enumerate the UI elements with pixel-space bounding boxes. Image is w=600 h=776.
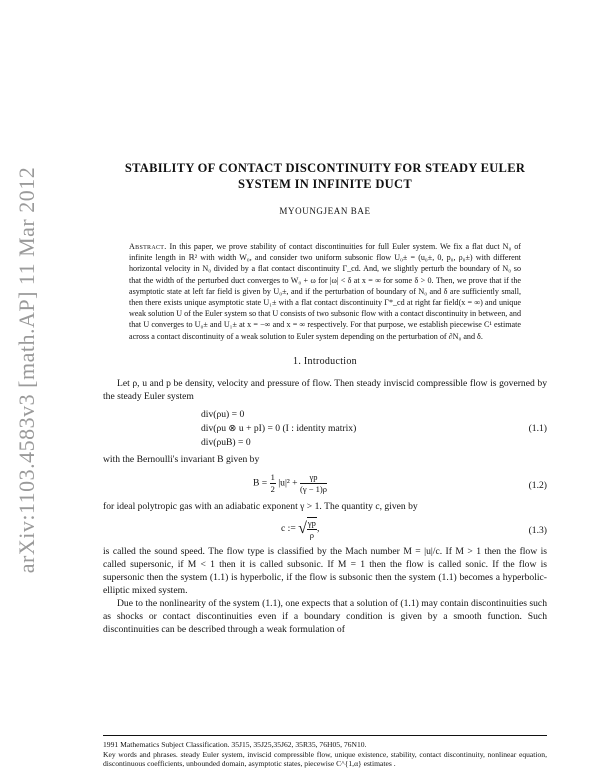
eq1-row-1: div(ρu) = 0: [201, 408, 245, 420]
eq2-f2-num: γp: [300, 472, 327, 484]
paragraph-1: Let ρ, u and p be density, velocity and pressure of flow. Then steady inviscid compressible flow is governed by the steady Euler system: [103, 377, 547, 402]
paragraph-2: with the Bernoulli's invariant B given by: [103, 453, 260, 465]
abstract-text: In this paper, we prove stability of contact discontinuities for full Euler system. We fix a flat duct N₀ of infinite length in ℝ² with width W₀, and consider two uniform subsonic flow U₀± = (u₀±, 0, p₀, ρ₀±) with different horizontal velocity in N₀ divided by a flat contact discontinuity Γ_cd. And, we slightly perturb the boundary of N₀ so that the width of the perturbed duct converges to W₀ + ω for |ω| < δ at x = ∞ for some δ > 0. Then, we prove that if the asymptotic state at left far field is given by U₀±, and if the perturbation of boundary of N₀ and δ are sufficiently small, then there exists unique asymptotic state U₁± with a flat contact discontinuity Γ*_cd at right far field(x = ∞) and unique weak solution U of the Euler system so that U consists of two subsonic flow with a contact discontinuity in between, and that U converges to U₀± and U₁± at x = −∞ and x = ∞ respectively. For that purpose, we establish piecewise C¹ estimate across a contact discontinuity of a weak solution to Euler system depending on the perturbation of ∂N₀ and δ.: [129, 242, 521, 341]
eq1-row-2: div(ρu ⊗ u + pI) = 0 (I : identity matrix): [201, 422, 357, 434]
eq2-fraction-enthalpy: [300, 472, 327, 495]
eq2-f1-den: 2: [270, 483, 275, 494]
paragraph-3: for ideal polytropic gas with an adiabatic exponent γ > 1. The quantity c, given by: [103, 500, 418, 512]
paragraph-5: Due to the nonlinearity of the system (1.1), one expects that a solution of (1.1) may contain discontinuities such as shocks or contact discontinuities even if a boundary condition is given by a smooth function. Such discontinuities can be described through a weak formulation of: [103, 597, 547, 635]
footnotes: [103, 735, 547, 769]
section-heading: 1. Introduction: [293, 355, 357, 367]
equation-1-3: [103, 515, 547, 545]
abstract-label: Abstract.: [129, 242, 167, 251]
eq2-number: (1.2): [528, 479, 547, 491]
eq2-lhs: B =: [253, 477, 270, 489]
eq3-lhs: c :=: [281, 523, 299, 535]
paragraph-4: is called the sound speed. The flow type is classified by the Mach number M = |u|/c. If M > 1 then the flow is called supersonic, if M < 1 then it is called subsonic. If M = 1 then the flow is called sonic. If the flow is supersonic then the system (1.1) is hyperbolic, if the flow is subsonic then the system (1.1) becomes a hyperbolic-elliptic mixed system.: [103, 545, 547, 596]
eq3-fraction: [307, 517, 320, 541]
equation-1-1: [103, 407, 547, 451]
paper-title: [103, 160, 547, 192]
eq3-number: (1.3): [528, 524, 547, 536]
footnote-msc: 1991 Mathematics Subject Classification. 35J15, 35J25,35J62, 35R35, 76H05, 76N10.: [103, 740, 367, 749]
title-line-1: STABILITY OF CONTACT DISCONTINUITY FOR STEADY EULER: [124, 161, 526, 175]
eq2-middle: |u|² +: [278, 477, 300, 489]
eq2-f2-den: (γ − 1)ρ: [300, 483, 327, 494]
eq3-den: ρ: [309, 529, 315, 540]
paper-page: [103, 160, 547, 636]
abstract: [129, 241, 521, 342]
eq3-num: γp: [307, 517, 316, 528]
equation-1-2: [103, 468, 547, 500]
arxiv-id: arXiv:1103.4583v3 [math.AP] 11 Mar 2012: [14, 166, 39, 574]
eq1-row-3: div(ρuB) = 0: [201, 436, 251, 448]
sqrt-icon: √: [298, 519, 307, 537]
eq2-f1-num: 1: [270, 471, 275, 482]
title-line-2: SYSTEM IN INFINITE DUCT: [238, 177, 412, 191]
eq1-number: (1.1): [528, 422, 547, 434]
eq3-tail: ,: [316, 523, 320, 535]
footnote-keywords: Key words and phrases. steady Euler system, inviscid compressible flow, unique existence, stability, contact discontinuity, nonlinear equation, discontinuous coefficients, unbounded domain, asymptotic states, piecewise C^{1,α} estimates .: [103, 749, 547, 769]
eq2-fraction-half: [270, 472, 276, 495]
author-name: MYOUNGJEAN BAE: [279, 206, 371, 216]
arxiv-sidebar-stamp: [14, 160, 40, 580]
